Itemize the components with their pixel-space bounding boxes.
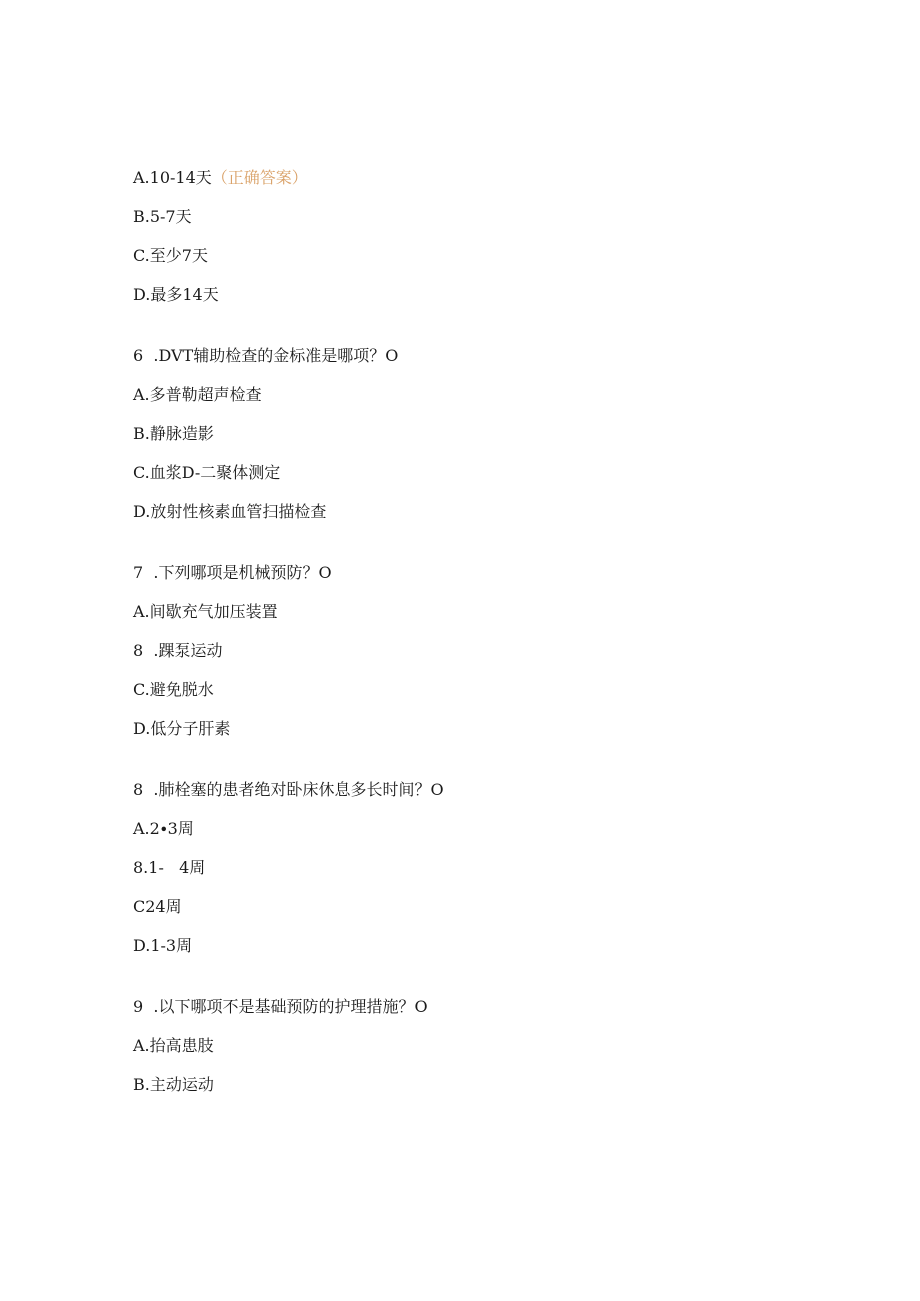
option-b-line: B.5-7天	[133, 207, 192, 226]
q8-option-b: 8.1- 4周	[133, 858, 206, 877]
q9-option-a: A.抬高患肢	[133, 1036, 214, 1055]
q6-option-a: A.多普勒超声检查	[133, 385, 262, 404]
q7-option-d: D.低分子肝素	[133, 719, 231, 738]
q8-option-d: D.1-3周	[133, 936, 193, 955]
q6-option-d: D.放射性核素血管扫描检查	[133, 502, 327, 521]
q8-option-a: A.2∙3周	[133, 819, 194, 838]
question-8: 8 .肺栓塞的患者绝对卧床休息多长时间？O	[133, 780, 444, 799]
q8-option-c: C24周	[133, 897, 182, 916]
q6-option-c: C.血浆D-二聚体测定	[133, 463, 281, 482]
q7-option-a: A.间歇充气加压装置	[133, 602, 278, 621]
option-text: A.10-14天	[133, 168, 212, 187]
q7-option-b: 8 .踝泵运动	[133, 641, 223, 660]
question-9: 9 .以下哪项不是基础预防的护理措施？O	[133, 997, 428, 1016]
q9-option-b: B.主动运动	[133, 1075, 214, 1094]
question-7: 7 .下列哪项是机械预防？O	[133, 563, 332, 582]
question-6: 6 .DVT辅助检查的金标准是哪项？O	[133, 346, 399, 365]
correct-answer-note: （正确答案）	[211, 168, 308, 187]
option-c-line: C.至少7天	[133, 246, 208, 265]
q7-option-c: C.避免脱水	[133, 680, 214, 699]
option-d-line: D.最多14天	[133, 285, 219, 304]
option-a-line	[133, 167, 308, 189]
q6-option-b: B.静脉造影	[133, 424, 214, 443]
